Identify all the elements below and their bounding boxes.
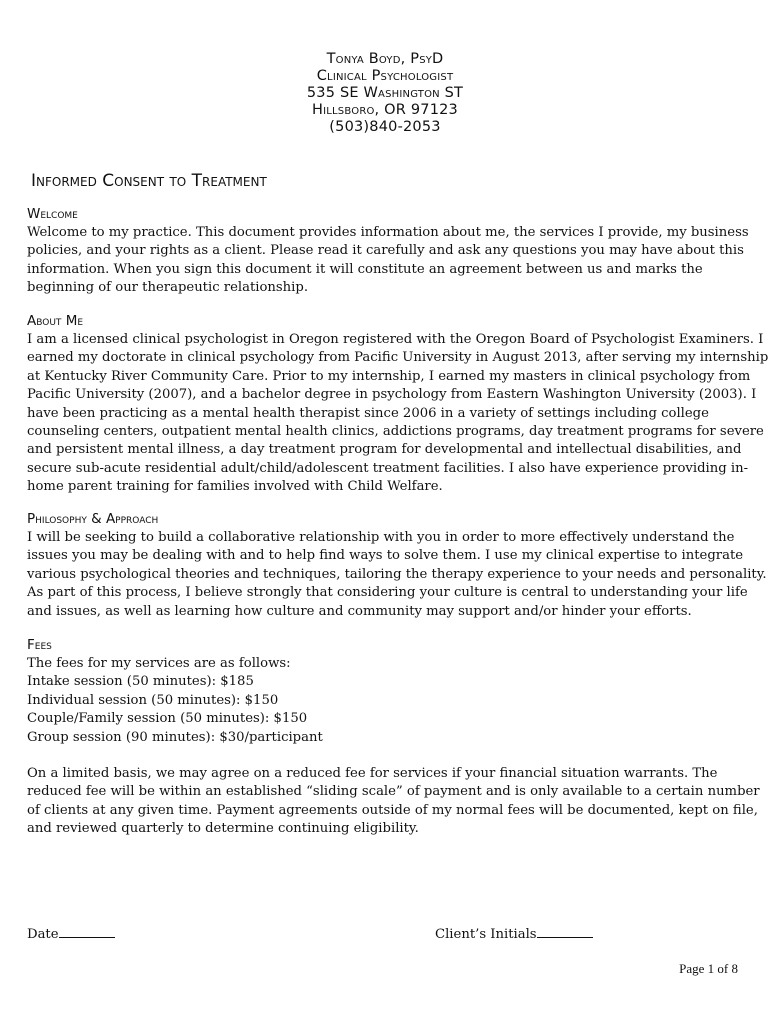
paragraph-line: On a limited basis, we may agree on a reduced fee for services if your financial situation warrants. The [27, 766, 718, 781]
section-heading: Welcome [27, 206, 78, 222]
paragraph-line: home parent training for families involved with Child Welfare. [27, 479, 443, 495]
date-blank-line[interactable] [59, 924, 115, 938]
page-number: Page 1 of 8 [679, 961, 738, 976]
client-initials-field[interactable] [435, 924, 593, 944]
paragraph-line: As part of this process, I believe strongly that considering your culture is central to understanding your life [27, 585, 748, 601]
paragraph-line: beginning of our therapeutic relationship. [27, 280, 309, 296]
practitioner-title: Clinical Psychologist [316, 68, 454, 84]
document-title: Informed Consent to Treatment [31, 171, 267, 191]
paragraph-line: Pacific University (2007), and a bachelor degree in psychology from Eastern Washington University (2003). I [27, 387, 757, 403]
fee-item: Group session (90 minutes): $30/participant [27, 729, 323, 745]
paragraph-line: and persistent mental illness, a day treatment program for developmental and intellectual disabilities, and [27, 442, 742, 458]
paragraph-line: of clients at any given time. Payment agreements outside of my normal fees will be documented, kept on file, [27, 802, 758, 818]
section-heading: Fees [27, 637, 52, 653]
section-welcome [27, 206, 749, 298]
paragraph-line: and reviewed quarterly to determine continuing eligibility. [27, 821, 419, 837]
fee-item: Individual session (50 minutes): $150 [27, 692, 279, 708]
section-heading: Philosophy & Approach [27, 511, 159, 527]
section-fees [27, 637, 743, 747]
section-philosophy [27, 511, 767, 621]
client-initials-label: Client’s Initials [435, 927, 537, 942]
section-heading: About Me [27, 313, 84, 329]
section-about-me [27, 313, 769, 497]
fees-intro: The fees for my services are as follows: [27, 656, 291, 671]
paragraph-line: policies, and your rights as a client. Please read it carefully and ask any questions you may have about this [27, 243, 744, 259]
paragraph-line: counseling centers, outpatient mental health clinics, addictions programs, day treatment programs for severe [27, 424, 764, 440]
letterhead [0, 51, 770, 136]
address-line-1: 535 SE Washington ST [306, 85, 464, 101]
paragraph-line: I will be seeking to build a collaborative relationship with you in order to more effectively understand the [27, 530, 735, 545]
paragraph-line: earned my doctorate in clinical psychology from Pacific University in August 2013, after serving my internship [27, 350, 769, 366]
address-line-2: Hillsboro, OR 97123 [312, 102, 458, 118]
paragraph-line: have been practicing as a mental health therapist since 2006 in a variety of settings including college [27, 405, 709, 421]
paragraph-line: reduced fee will be within an established “sliding scale” of payment and is only available to a certain number [27, 784, 760, 800]
reduced-fee-paragraph [27, 765, 760, 839]
date-field[interactable] [27, 924, 115, 944]
paragraph-line: information. When you sign this document it will constitute an agreement between us and marks the [27, 261, 703, 277]
paragraph-line: and issues, as well as learning how culture and community may support and/or hinder your efforts. [27, 603, 692, 619]
paragraph-line: issues you may be dealing with and to help find ways to solve them. I use my clinical expertise to integrate [27, 548, 744, 564]
paragraph-line: at Kentucky River Community Care. Prior to my internship, I earned my masters in clinical psychology from [27, 368, 751, 384]
paragraph-line: secure sub-acute residential adult/child/adolescent treatment facilities. I also have experience providing in- [27, 460, 749, 476]
phone-number: (503)840-2053 [329, 119, 441, 135]
fee-item: Couple/Family session (50 minutes): $150 [27, 711, 308, 727]
practitioner-name: Tonya Boyd, PsyD [326, 51, 444, 67]
paragraph-line: I am a licensed clinical psychologist in Oregon registered with the Oregon Board of Psychologist Examiners. I [27, 332, 764, 347]
paragraph-line: Welcome to my practice. This document provides information about me, the services I provide, my business [27, 225, 749, 240]
fee-item: Intake session (50 minutes): $185 [27, 674, 254, 690]
paragraph-line: various psychological theories and techniques, tailoring the therapy experience to your needs and personality. [27, 566, 767, 582]
date-label: Date [27, 927, 59, 942]
initials-blank-line[interactable] [537, 924, 593, 938]
